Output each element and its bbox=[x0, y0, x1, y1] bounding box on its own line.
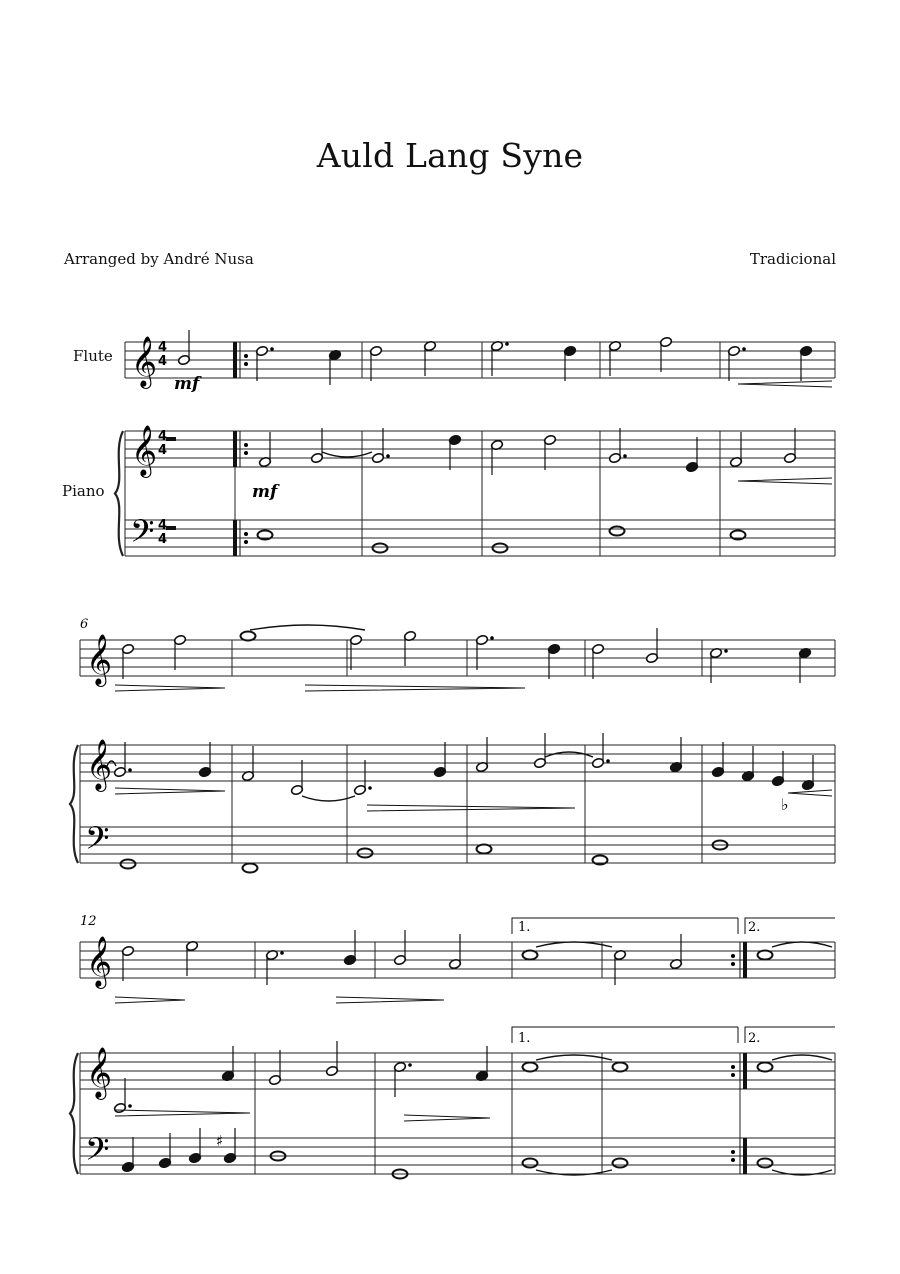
time-sig-flute-top: 4 bbox=[158, 340, 168, 355]
time-sig-treble-top: 4 bbox=[158, 429, 168, 444]
hairpin-diminuendo bbox=[115, 788, 225, 794]
volta-1-piano: 1. bbox=[518, 1031, 531, 1046]
hairpin-diminuendo bbox=[367, 805, 575, 811]
instrument-label-piano: Piano bbox=[62, 482, 105, 500]
bass-note bbox=[758, 1159, 773, 1168]
volta-2-flute: 2. bbox=[748, 920, 761, 935]
page-title: Auld Lang Syne bbox=[316, 136, 584, 175]
piano-note bbox=[523, 1063, 538, 1072]
piano-brace bbox=[70, 1053, 78, 1174]
instrument-label-flute: Flute bbox=[73, 347, 113, 365]
treble-clef: 𝄞 bbox=[86, 1047, 113, 1098]
augmentation-dot bbox=[408, 1063, 412, 1067]
bass-note bbox=[121, 860, 136, 869]
tie bbox=[536, 942, 612, 947]
bass-clef: 𝄢 bbox=[130, 513, 155, 557]
volta-bracket-1 bbox=[512, 918, 738, 934]
treble-clef: 𝄞 bbox=[131, 336, 158, 387]
piano-note bbox=[758, 1063, 773, 1072]
augmentation-dot bbox=[724, 649, 728, 653]
dynamic-mf-piano: mf bbox=[252, 482, 278, 502]
augmentation-dot bbox=[128, 768, 132, 772]
augmentation-dot bbox=[270, 347, 274, 351]
augmentation-dot bbox=[623, 454, 627, 458]
arranger-credit: Arranged by André Nusa bbox=[64, 250, 254, 268]
rest-half bbox=[166, 526, 176, 530]
hairpin-crescendo bbox=[738, 381, 832, 387]
bass-note bbox=[373, 544, 388, 553]
repeat-dot bbox=[244, 362, 248, 366]
flute-note bbox=[758, 951, 773, 960]
treble-clef: 𝄞 bbox=[86, 739, 113, 790]
repeat-dot bbox=[244, 354, 248, 358]
tie bbox=[536, 1055, 612, 1060]
bass-note bbox=[243, 864, 258, 873]
dynamic-mf-flute: mf bbox=[174, 374, 200, 394]
treble-clef: 𝄞 bbox=[86, 936, 113, 987]
repeat-dot bbox=[244, 443, 248, 447]
augmentation-dot bbox=[280, 951, 284, 955]
time-sig-bass-bottom: 4 bbox=[158, 532, 168, 547]
composer-credit: Tradicional bbox=[749, 250, 836, 268]
rest-half bbox=[166, 437, 176, 441]
augmentation-dot bbox=[128, 1104, 132, 1108]
flat-accidental: ♭ bbox=[781, 795, 789, 814]
bass-note bbox=[523, 1159, 538, 1168]
augmentation-dot bbox=[490, 636, 494, 640]
augmentation-dot bbox=[505, 342, 509, 346]
hairpin-crescendo bbox=[738, 478, 832, 484]
bass-clef: 𝄢 bbox=[85, 1131, 110, 1175]
bass-clef: 𝄢 bbox=[85, 820, 110, 864]
hairpin-crescendo bbox=[788, 790, 832, 796]
time-sig-treble-bottom: 4 bbox=[158, 443, 168, 458]
bass-note bbox=[477, 845, 492, 854]
repeat-dot bbox=[731, 1065, 735, 1069]
augmentation-dot bbox=[386, 454, 390, 458]
staff-lines bbox=[80, 342, 835, 1174]
augmentation-dot bbox=[742, 347, 746, 351]
volta-2-piano: 2. bbox=[748, 1031, 761, 1046]
hairpin-diminuendo bbox=[115, 685, 225, 691]
augmentation-dot bbox=[606, 759, 610, 763]
flute-note bbox=[241, 632, 256, 641]
volta-1-flute: 1. bbox=[518, 920, 531, 935]
repeat-dot bbox=[244, 451, 248, 455]
tie bbox=[772, 942, 832, 947]
treble-clef: 𝄞 bbox=[131, 425, 158, 476]
augmentation-dot bbox=[368, 786, 372, 790]
sharp-accidental: ♯ bbox=[216, 1132, 224, 1150]
repeat-dot bbox=[731, 954, 735, 958]
flute-note bbox=[523, 951, 538, 960]
tie bbox=[250, 625, 365, 630]
hairpin-diminuendo bbox=[336, 997, 444, 1003]
hairpin-diminuendo bbox=[115, 1110, 250, 1116]
hairpin-diminuendo bbox=[115, 997, 185, 1003]
repeat-dot bbox=[244, 532, 248, 536]
repeat-dot bbox=[731, 1150, 735, 1154]
treble-clef: 𝄞 bbox=[86, 634, 113, 685]
repeat-dot bbox=[244, 540, 248, 544]
tie bbox=[772, 1055, 832, 1060]
measure-number-12: 12 bbox=[80, 914, 97, 929]
bass-note bbox=[610, 527, 625, 536]
hairpin-diminuendo bbox=[404, 1115, 490, 1121]
piano-note bbox=[613, 1063, 628, 1072]
piano-brace bbox=[70, 745, 78, 863]
time-sig-flute-bottom: 4 bbox=[158, 354, 168, 369]
bass-note bbox=[358, 849, 373, 858]
time-sig-bass-top: 4 bbox=[158, 518, 168, 533]
repeat-dot bbox=[731, 1158, 735, 1162]
bass-note bbox=[613, 1159, 628, 1168]
bass-note bbox=[493, 544, 508, 553]
tie bbox=[322, 452, 372, 457]
repeat-dot bbox=[731, 962, 735, 966]
volta-bracket-1 bbox=[512, 1027, 738, 1043]
measure-number-6: 6 bbox=[80, 617, 89, 632]
repeat-dot bbox=[731, 1073, 735, 1077]
piano-brace bbox=[115, 431, 123, 556]
hairpin-diminuendo bbox=[305, 685, 525, 691]
